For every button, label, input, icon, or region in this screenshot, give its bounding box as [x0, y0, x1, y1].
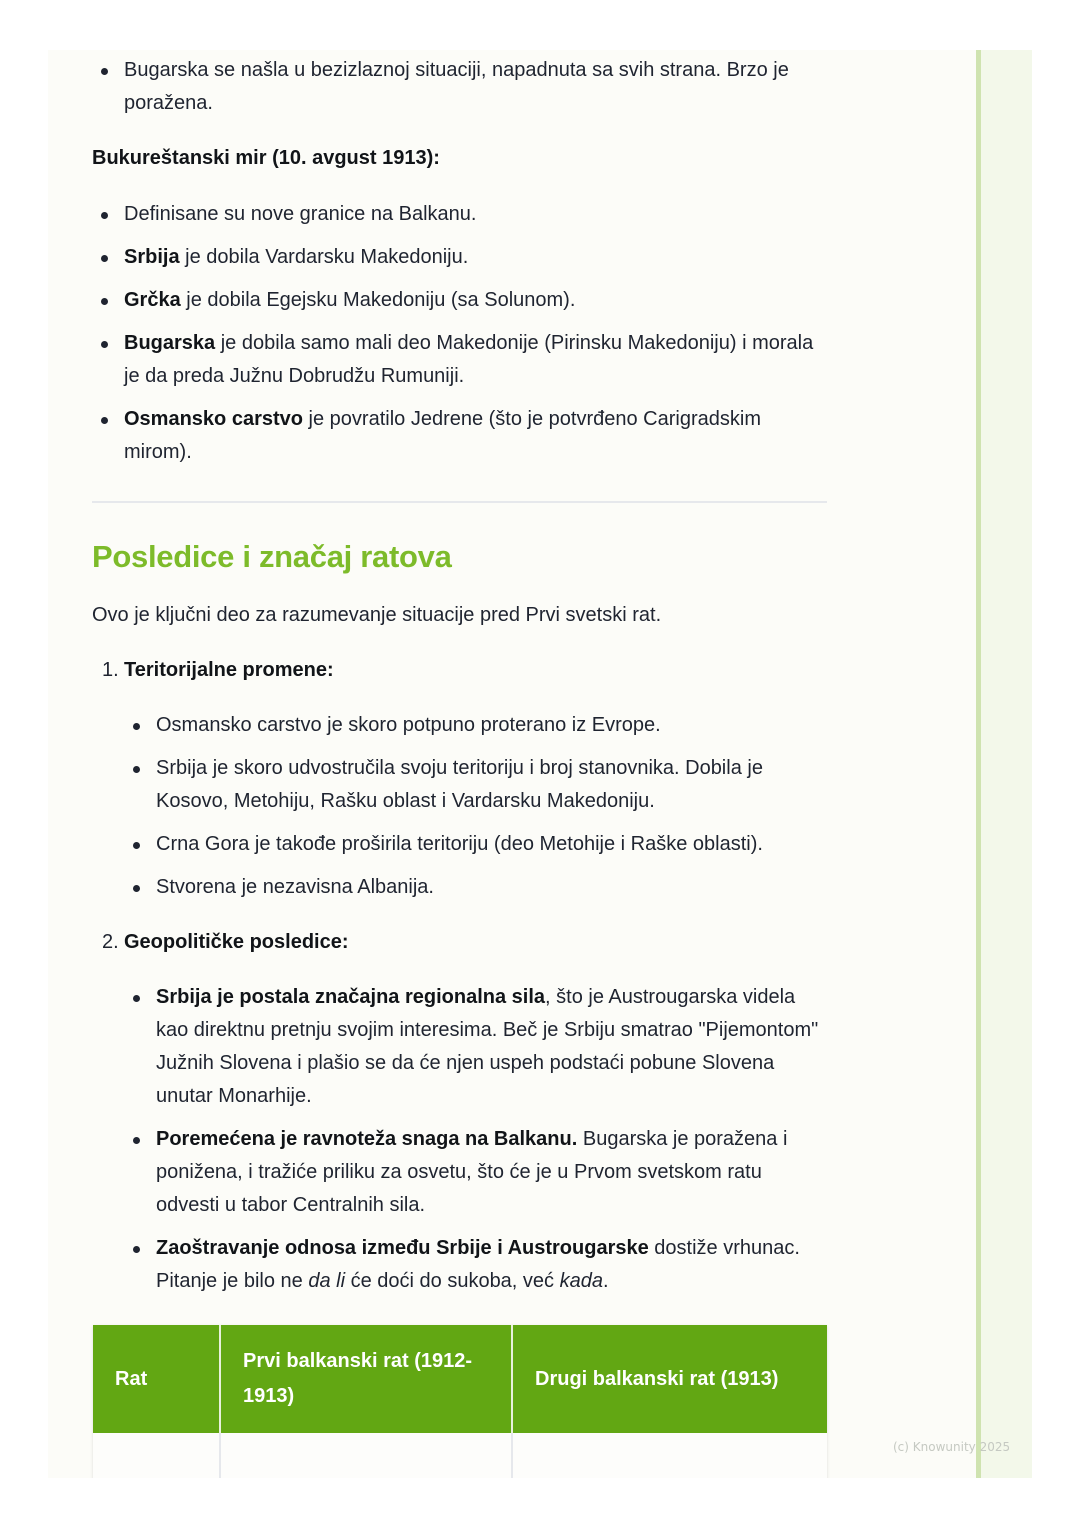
list-item	[92, 241, 827, 274]
item-number: 2.	[102, 931, 119, 953]
list-item	[124, 1123, 827, 1222]
list-item-emphasis: kada	[559, 1270, 603, 1292]
document-page	[48, 50, 976, 1478]
list-item-text: je povratilo Jedrene (što je potvrđeno Carigradskim mirom).	[124, 408, 761, 463]
peace-heading-text: Bukureštanski mir (10. avgust 1913):	[92, 147, 440, 169]
list-item-text: će doći do sukoba, već	[345, 1270, 560, 1292]
table-header-cell: Prvi balkanski rat (1912-1913)	[220, 1325, 512, 1433]
numbered-item	[92, 926, 827, 1298]
consequences-list	[92, 654, 827, 1298]
list-item	[92, 54, 827, 120]
peace-list	[92, 198, 827, 469]
document-content	[92, 50, 827, 1298]
table-row	[93, 1433, 827, 1478]
list-item-text: Stvorena je nezavisna Albanija.	[156, 876, 434, 898]
table-cell	[220, 1433, 512, 1478]
list-item-text: dostiže vrhunac. Pitanje je bilo ne	[156, 1237, 800, 1292]
list-item-text: je dobila samo mali deo Makedonije (Pirinsku Makedoniju) i morala je da preda Južnu Dobrudžu Rumuniji.	[124, 332, 814, 387]
list-item-text: Osmansko carstvo je skoro potpuno proterano iz Evrope.	[156, 714, 661, 736]
numbered-item-title: Geopolitičke posledice:	[124, 931, 349, 953]
numbered-item-title: Teritorijalne promene:	[124, 659, 334, 681]
list-item-bold: Poremećena je ravnoteža snaga na Balkanu.	[156, 1128, 578, 1150]
list-item-bold: Srbija je postala značajna regionalna sila	[156, 986, 546, 1008]
list-item-bold: Bugarska	[124, 332, 216, 354]
peace-heading	[92, 142, 827, 175]
sidebar-strip	[981, 50, 1032, 1478]
list-item-text: Bugarska se našla u bezizlaznoj situaciji, napadnuta sa svih strana. Brzo je poražena.	[124, 59, 789, 114]
table-header-cell: Rat	[93, 1325, 220, 1433]
list-item-text: Crna Gora je takođe proširila teritoriju (deo Metohije i Raške oblasti).	[156, 833, 763, 855]
list-item-text: Bugarska je poražena i ponižena, i tražiće priliku za osvetu, što će je u Prvom svetskom ratu odvesti u tabor Centralnih sila.	[156, 1128, 788, 1216]
list-item	[124, 1232, 827, 1298]
wars-comparison-table	[93, 1325, 827, 1478]
list-item	[124, 752, 827, 818]
list-item	[92, 327, 827, 393]
item-number: 1.	[102, 659, 119, 681]
list-item-text: je dobila Vardarsku Makedoniju.	[179, 246, 469, 268]
list-item-emphasis: da li	[308, 1270, 346, 1292]
section-title: Posledice i značaj ratova	[92, 539, 452, 574]
table-header-row	[93, 1325, 827, 1433]
list-item-bold: Grčka	[124, 289, 181, 311]
section-divider	[92, 501, 827, 503]
section-intro: Ovo je ključni deo za razumevanje situacije pred Prvi svetski rat.	[92, 604, 662, 626]
sub-list	[124, 981, 827, 1298]
list-item-text: Srbija je skoro udvostručila svoju teritoriju i broj stanovnika. Dobila je Kosovo, Metohiju, Rašku oblast i Vardarsku Makedoniju.	[156, 757, 763, 812]
list-item-text: Definisane su nove granice na Balkanu.	[124, 203, 477, 225]
list-item-text: .	[602, 1270, 609, 1292]
list-item-text: , što je Austrougarska videla kao direktnu pretnju svojim interesima. Beč je Srbiju smatrao "Pijemontom" Južnih Slovena i plašio se da će njen uspeh podstaći pobune Slovena unutar Monarhije.	[156, 986, 819, 1107]
numbered-item	[92, 654, 827, 904]
table-header-cell: Drugi balkanski rat (1913)	[512, 1325, 827, 1433]
list-item	[124, 871, 827, 904]
list-item-bold: Zaoštravanje odnosa između Srbije i Austrougarske	[156, 1237, 649, 1259]
list-item-bold: Srbija	[124, 246, 180, 268]
top-bullet-list	[92, 54, 827, 120]
list-item	[124, 709, 827, 742]
list-item	[92, 198, 827, 231]
list-item	[92, 403, 827, 469]
sub-list	[124, 709, 827, 904]
list-item-text: je dobila Egejsku Makedoniju (sa Solunom).	[180, 289, 576, 311]
list-item	[124, 981, 827, 1113]
table-cell	[512, 1433, 827, 1478]
list-item	[124, 828, 827, 861]
list-item	[92, 284, 827, 317]
list-item-bold: Osmansko carstvo	[124, 408, 303, 430]
watermark: (c) Knowunity 2025	[893, 1440, 1011, 1454]
table-cell	[93, 1433, 220, 1478]
